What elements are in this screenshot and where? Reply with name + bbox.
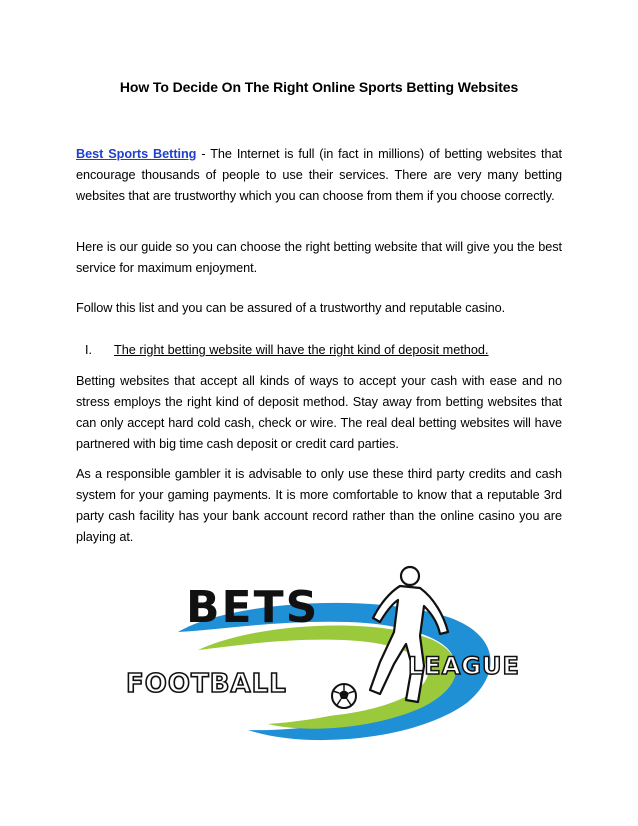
soccer-ball-icon bbox=[332, 684, 356, 708]
best-sports-betting-link[interactable]: Best Sports Betting bbox=[76, 147, 197, 161]
bets-football-league-logo bbox=[118, 562, 522, 752]
page-title: How To Decide On The Right Online Sports Betting Websites bbox=[119, 79, 519, 95]
guide-paragraph: Here is our guide so you can choose the right betting website that will give you the best service for maximum enjoyment. bbox=[76, 240, 562, 275]
follow-list-paragraph: Follow this list and you can be assured of a trustworthy and reputable casino. bbox=[76, 301, 506, 315]
logo-bets-text: BETS bbox=[186, 582, 320, 633]
list-item-number: I. bbox=[85, 343, 93, 357]
list-item-heading: The right betting website will have the right kind of deposit method. bbox=[114, 343, 489, 357]
logo-football-text: FOOTBALL bbox=[126, 669, 287, 699]
deposit-paragraph: Betting websites that accept all kinds of ways to accept your cash with ease and no stress employs the right kind of deposit method. Stay away from betting websites that can only accept hard cold cash, check or wire. The real deal betting websites will have partnered with big time cash deposit or credit card parties. bbox=[76, 374, 562, 451]
logo-league-text: LEAGUE bbox=[408, 652, 520, 680]
gambler-paragraph: As a responsible gambler it is advisable to only use these third party credits and cash system for your gaming payments. It is more comfortable to know that a reputable 3rd party cash facility has your bank account record rather than the online casino you are playing at. bbox=[76, 467, 562, 544]
intro-paragraph bbox=[76, 144, 562, 207]
intro-paragraph-text: - The Internet is full (in fact in millions) of betting websites that encourage thousands of people to use their services. There are very many betting websites that are trustworthy which you can choose from them if you choose correctly. bbox=[76, 147, 562, 203]
